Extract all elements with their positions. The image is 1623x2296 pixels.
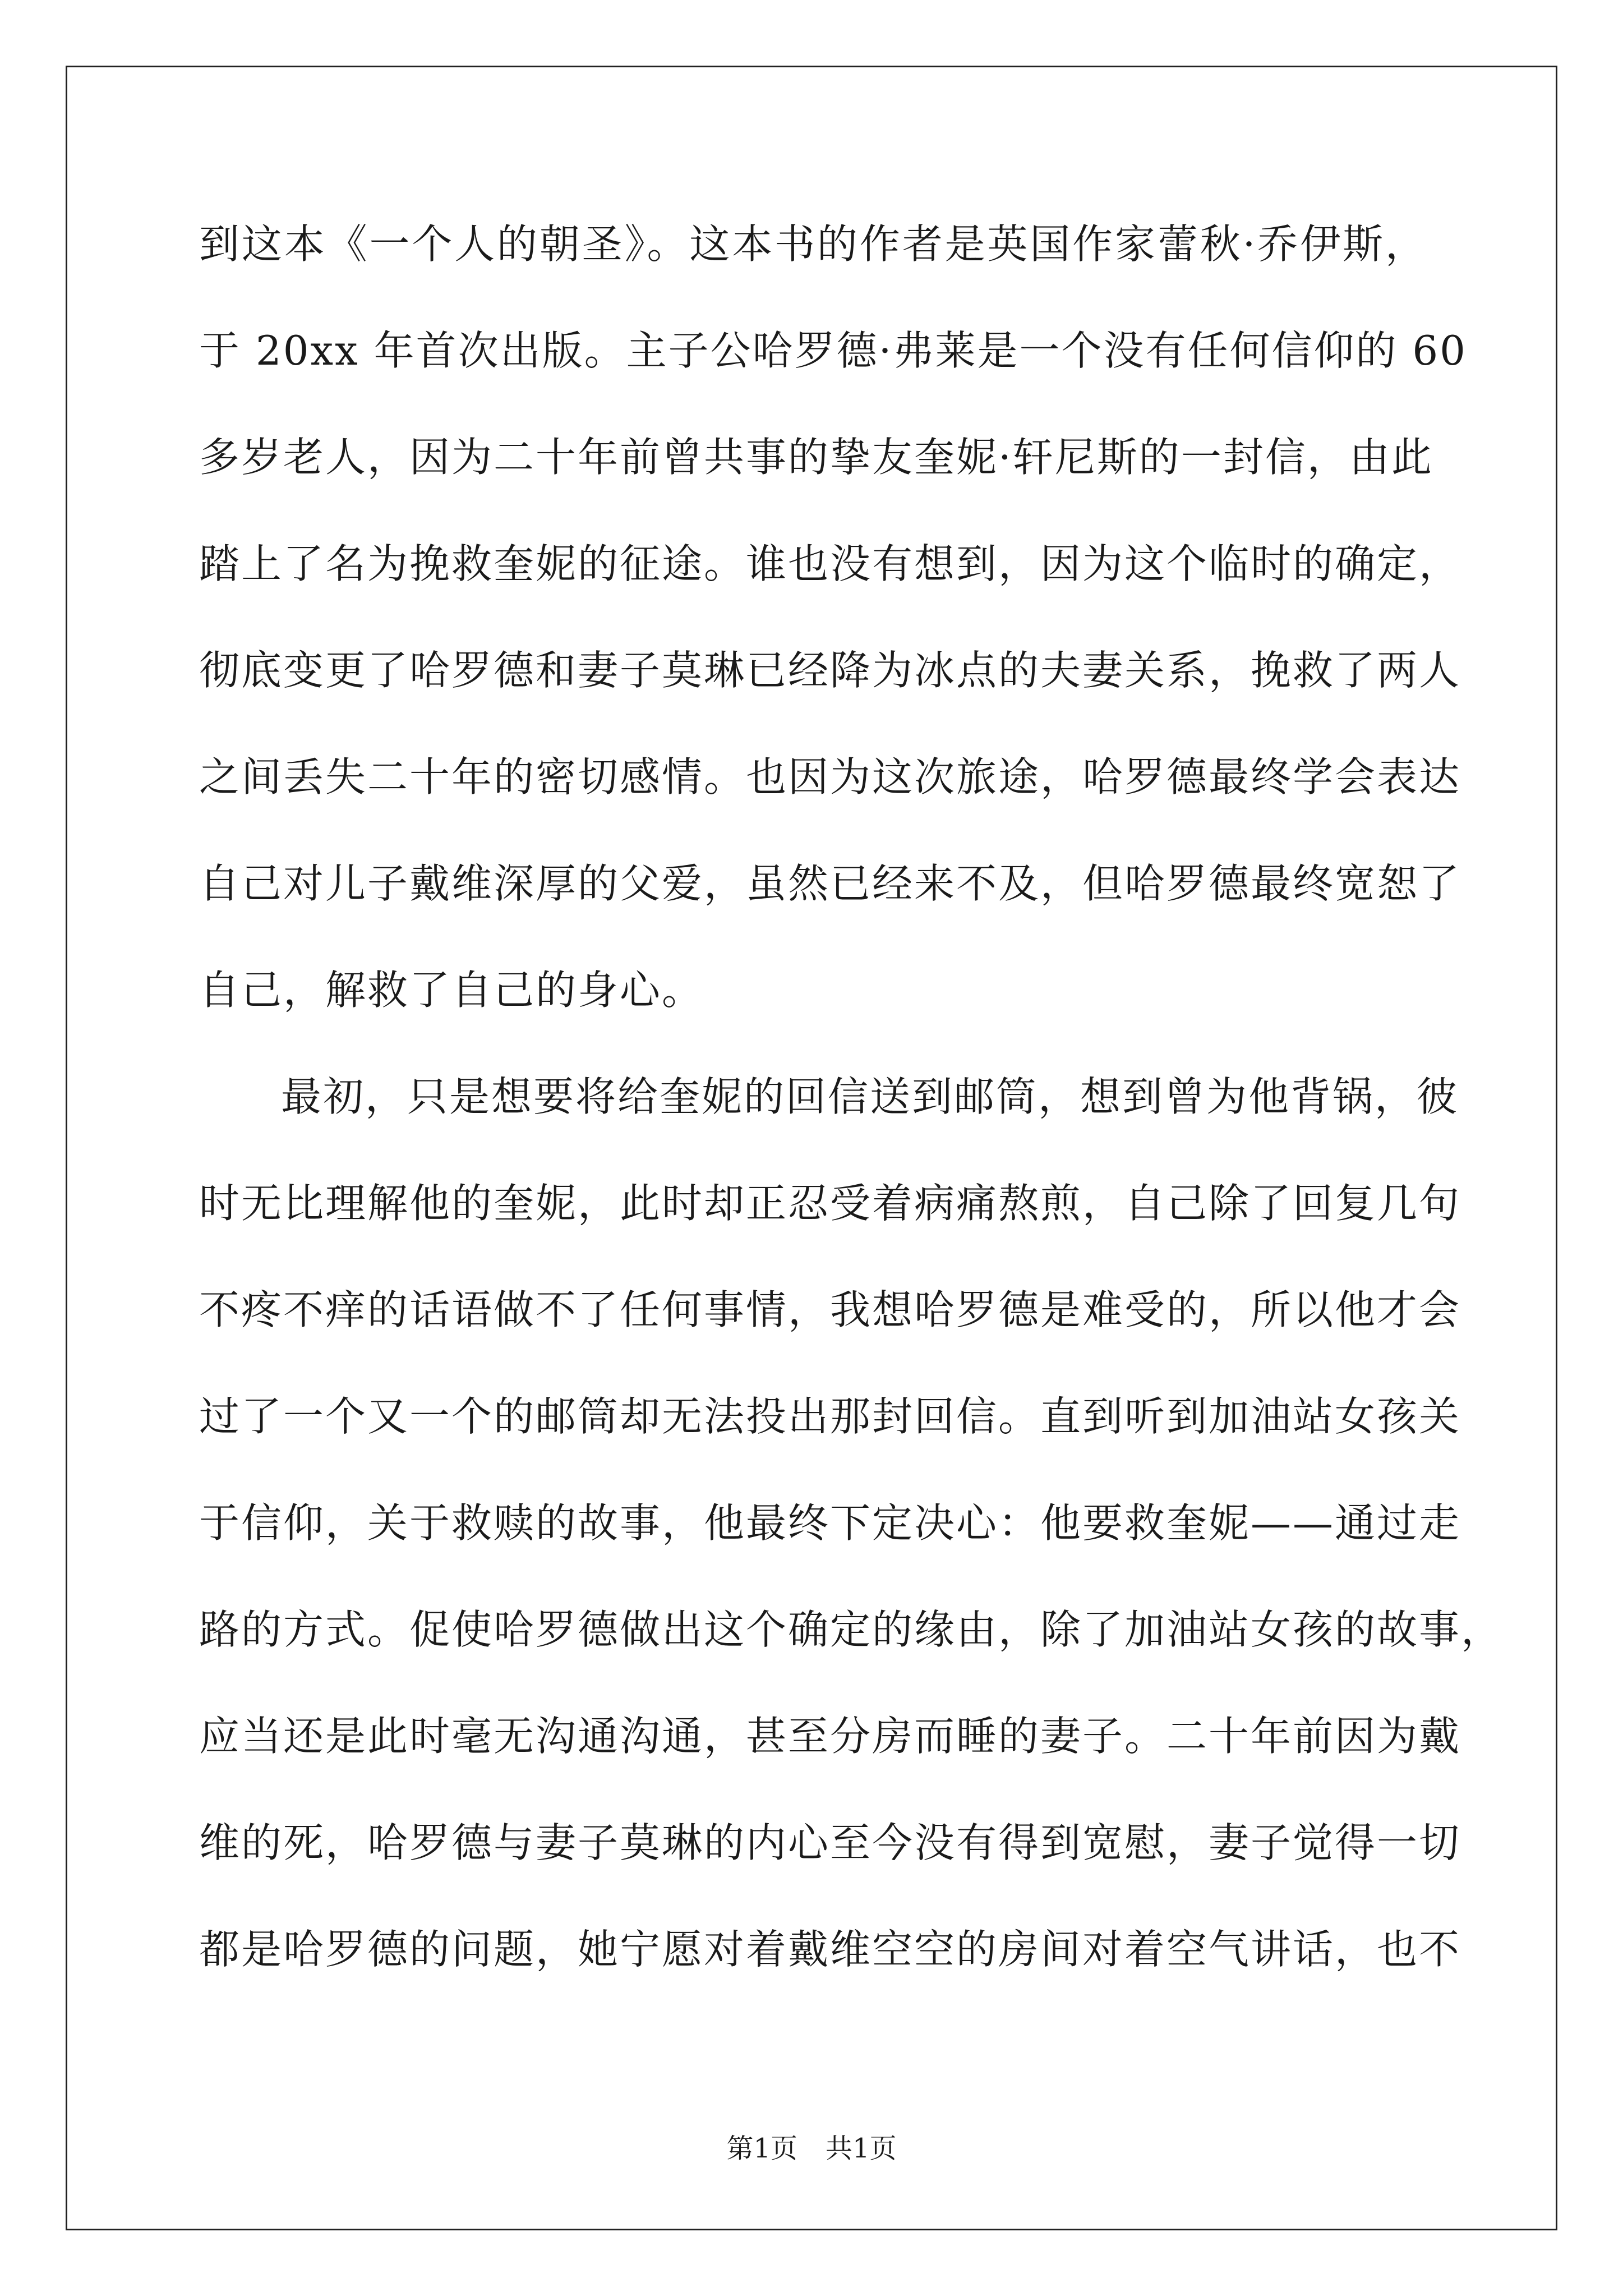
text-line: 于信仰，关于救赎的故事，他最终下定决心：他要救奎妮——通过走: [199, 1499, 1461, 1547]
text-line: 多岁老人，因为二十年前曾共事的挚友奎妮·轩尼斯的一封信，由此: [199, 434, 1433, 481]
text-line: 应当还是此时毫无沟通沟通，甚至分房而睡的妻子。二十年前因为戴: [199, 1713, 1461, 1760]
text-line: 都是哈罗德的问题，她宁愿对着戴维空空的房间对着空气讲话，也不: [199, 1926, 1461, 1973]
text-line-paragraph-end: 自己，解救了自己的身心。: [199, 967, 704, 1014]
text-line: 时无比理解他的奎妮，此时却正忍受着病痛熬煎，自己除了回复几句: [199, 1180, 1461, 1227]
text-line-paragraph-start: 最初，只是想要将给奎妮的回信送到邮筒，想到曾为他背锅，彼: [281, 1073, 1459, 1120]
page-total: 共1页: [826, 2133, 897, 2164]
text-line: 维的死，哈罗德与妻子莫琳的内心至今没有得到宽慰，妻子觉得一切: [199, 1819, 1461, 1866]
text-line: 于 20xx 年首次出版。主子公哈罗德·弗莱是一个没有任何信仰的 60: [199, 327, 1467, 374]
text-line: 之间丢失二十年的密切感情。也因为这次旅途，哈罗德最终学会表达: [199, 753, 1461, 800]
text-line: 自己对儿子戴维深厚的父爱，虽然已经来不及，但哈罗德最终宽恕了: [199, 860, 1461, 907]
text-line: 不疼不痒的话语做不了任何事情，我想哈罗德是难受的，所以他才会: [199, 1286, 1461, 1333]
text-line: 到这本《一个人的朝圣》。这本书的作者是英国作家蕾秋·乔伊斯，: [199, 220, 1427, 268]
text-line: 踏上了名为挽救奎妮的征途。谁也没有想到，因为这个临时的确定，: [199, 540, 1461, 587]
document-body: [199, 210, 1504, 2022]
text-line: 路的方式。促使哈罗德做出这个确定的缘由，除了加油站女孩的故事，: [199, 1606, 1504, 1653]
text-line: 过了一个又一个的邮筒却无法投出那封回信。直到听到加油站女孩关: [199, 1393, 1461, 1440]
text-line: 彻底变更了哈罗德和妻子莫琳已经降为冰点的夫妻关系，挽救了两人: [199, 647, 1461, 694]
page-number: 第1页: [726, 2133, 797, 2164]
page-footer: [0, 2132, 1623, 2165]
